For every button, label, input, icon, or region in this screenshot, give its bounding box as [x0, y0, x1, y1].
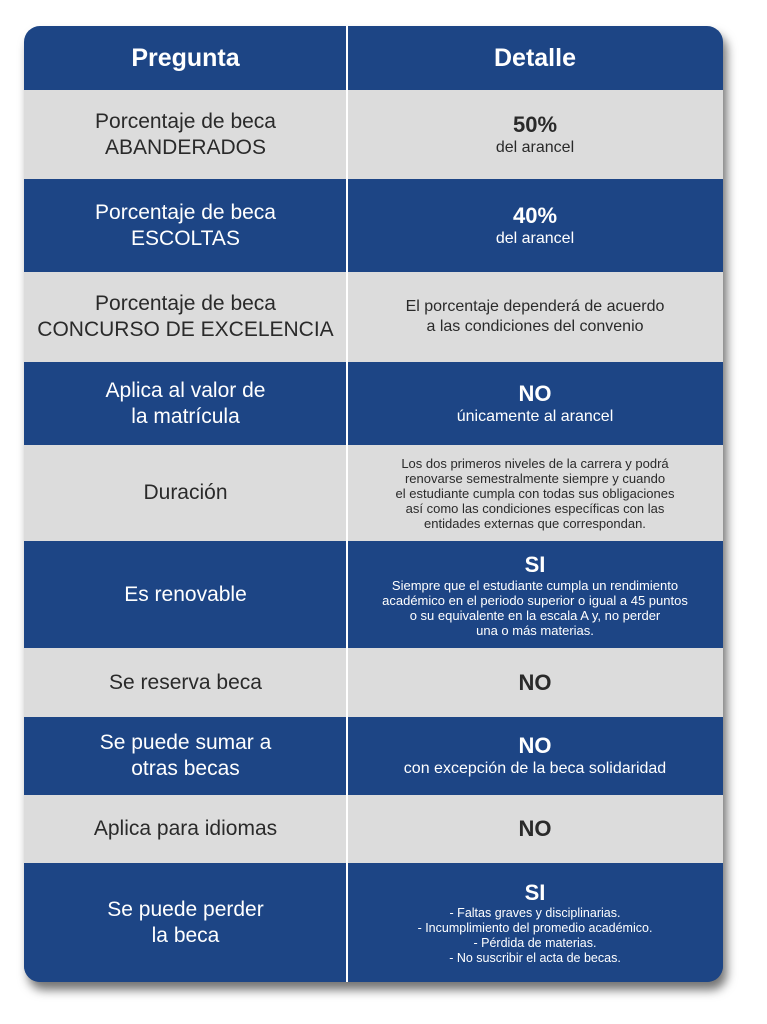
question-cell — [24, 795, 347, 863]
detail-cell — [347, 362, 723, 445]
question-text: Porcentaje de beca — [95, 292, 276, 315]
table-row — [24, 717, 723, 795]
question-text: la beca — [151, 923, 220, 947]
table-row — [24, 541, 723, 648]
detail-line: - Incumplimiento del promedio académico. — [417, 920, 653, 935]
detail-line: una o más materias. — [476, 622, 594, 638]
question-cell — [24, 362, 347, 445]
question-text: ESCOLTAS — [131, 226, 240, 250]
detail-main: 40% — [512, 202, 558, 228]
question-cell — [24, 648, 347, 717]
detail-line: el estudiante cumpla con todas sus obligaciones — [395, 485, 675, 501]
table-row — [24, 445, 723, 541]
detail-main: SI — [524, 551, 546, 577]
question-text: Es renovable — [124, 582, 247, 606]
question-cell — [24, 863, 347, 982]
detail-main: NO — [518, 733, 552, 758]
table-row — [24, 272, 723, 362]
detail-sub: con excepción de la beca solidaridad — [403, 760, 667, 777]
question-text: Se reserva beca — [109, 670, 262, 694]
question-text: ABANDERADOS — [104, 135, 267, 159]
detail-cell — [347, 90, 723, 179]
detail-main: NO — [518, 816, 552, 841]
question-text: Se puede sumar a — [99, 731, 272, 754]
header-question-label: Pregunta — [131, 43, 240, 72]
table-row — [24, 179, 723, 272]
question-text: Porcentaje de beca — [95, 109, 276, 133]
detail-line: así como las condiciones específicas con las — [405, 500, 665, 516]
detail-main: NO — [518, 669, 552, 695]
question-text: Porcentaje de beca — [95, 200, 276, 224]
detail-cell — [347, 179, 723, 272]
detail-main: SI — [524, 879, 546, 905]
detail-line: Los dos primeros niveles de la carrera y podrá — [401, 455, 669, 471]
table-row — [24, 648, 723, 717]
detail-line: Siempre que el estudiante cumpla un rendimiento — [391, 577, 679, 593]
table-header — [24, 26, 723, 90]
scholarship-table — [24, 26, 723, 982]
question-cell — [24, 272, 347, 362]
detail-main: NO — [518, 380, 552, 406]
detail-sub: del arancel — [495, 229, 575, 247]
detail-cell — [347, 863, 723, 982]
detail-cell — [347, 795, 723, 863]
question-text: otras becas — [131, 757, 240, 780]
header-detail-label: Detalle — [494, 43, 576, 72]
detail-sub: únicamente al arancel — [456, 407, 614, 425]
question-text: Aplica para idiomas — [93, 817, 278, 840]
question-text: Aplica al valor de — [105, 378, 266, 402]
question-text: Duración — [143, 481, 228, 504]
question-cell — [24, 717, 347, 795]
detail-main: 50% — [512, 111, 558, 137]
question-text: CONCURSO DE EXCELENCIA — [37, 318, 334, 341]
table-row — [24, 863, 723, 982]
detail-cell — [347, 648, 723, 717]
detail-line: a las condiciones del convenio — [426, 318, 644, 335]
detail-cell — [347, 541, 723, 648]
question-text: Se puede perder — [107, 897, 264, 921]
question-cell — [24, 445, 347, 541]
detail-line: o su equivalente en la escala A y, no perder — [409, 607, 661, 623]
header-question — [24, 26, 347, 90]
detail-sub: del arancel — [495, 138, 575, 156]
detail-line: - Faltas graves y disciplinarias. — [449, 905, 621, 920]
detail-line: - Pérdida de materias. — [473, 935, 597, 950]
question-cell — [24, 90, 347, 179]
table-row — [24, 90, 723, 179]
table-row — [24, 795, 723, 863]
header-detail — [347, 26, 723, 90]
question-cell — [24, 179, 347, 272]
question-cell — [24, 541, 347, 648]
detail-line: - No suscribir el acta de becas. — [449, 950, 621, 965]
detail-line: académico en el periodo superior o igual a 45 puntos — [382, 592, 688, 608]
column-divider — [346, 26, 348, 982]
detail-line: renovarse semestralmente siempre y cuando — [404, 470, 666, 486]
detail-line: El porcentaje dependerá de acuerdo — [405, 298, 665, 315]
question-text: la matrícula — [131, 404, 240, 428]
table-row — [24, 362, 723, 445]
detail-line: entidades externas que correspondan. — [424, 515, 646, 531]
detail-cell — [347, 272, 723, 362]
detail-cell — [347, 717, 723, 795]
detail-cell — [347, 445, 723, 541]
